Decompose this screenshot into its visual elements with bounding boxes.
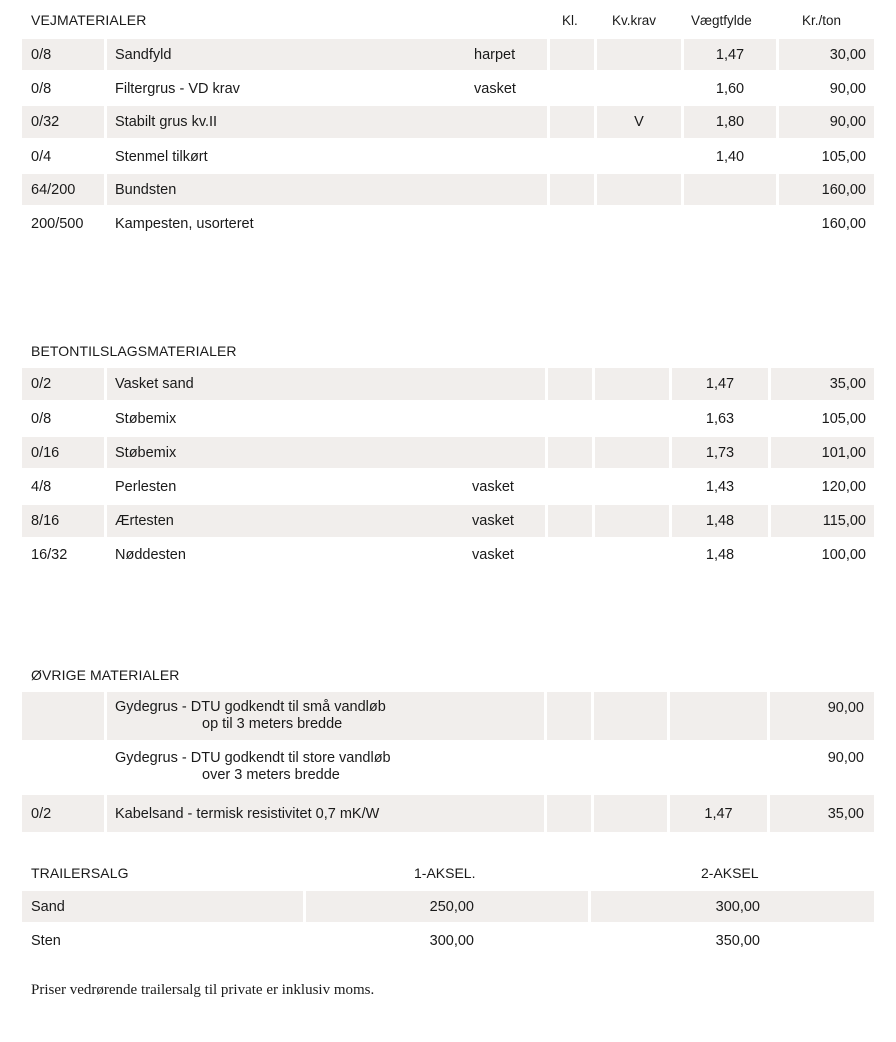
name-cell: Sandfyld [107,39,547,70]
table-row [22,174,874,205]
kl-cell [548,505,592,537]
header-kv-krav: Kv.krav [612,13,657,28]
vf-cell: 1,47 [670,795,767,832]
kl-cell [548,368,592,400]
header-kl: Kl. [562,13,578,28]
size-cell: 64/200 [22,174,104,205]
name-cell: Perlesten [115,478,177,495]
ovrige-materialer-title: ØVRIGE MATERIALER [31,667,180,683]
kv-cell [595,437,669,468]
vf-cell: 1,60 [715,80,745,97]
price-cell: 160,00 [821,215,866,232]
vf-cell: 1,63 [705,410,735,427]
trailer-1-aksel-cell: 250,00 [306,891,588,922]
price-cell: 90,00 [770,692,874,740]
size-cell: 0/2 [22,368,104,400]
vf-cell: 1,73 [672,437,768,468]
name-cell: Støbemix [115,410,177,427]
price-cell: 35,00 [771,368,874,400]
note-cell: vasket [472,513,514,529]
trailer-name-cell: Sten [31,932,61,949]
kv-cell [595,368,669,400]
vf-cell [684,174,776,205]
price-cell: 105,00 [821,410,866,427]
table-row [22,505,874,537]
name-cell: Kampesten, usorteret [115,215,254,232]
table-row [22,891,874,922]
price-cell: 160,00 [779,174,874,205]
size-cell: 0/32 [22,106,104,138]
note-cell: vasket [474,80,516,97]
note-cell: vasket [472,546,514,563]
name-cell: Støbemix [107,437,545,468]
size-cell: 0/8 [31,410,52,427]
name-cell: Filtergrus - VD krav [115,80,240,97]
price-cell: 90,00 [827,750,864,766]
name-cell: Stabilt grus kv.II [107,106,547,138]
table-row [22,692,874,740]
size-cell: 200/500 [31,215,84,232]
table-row [22,539,874,570]
price-cell: 90,00 [829,80,866,97]
name-cell: Stenmel tilkørt [115,148,208,165]
table-row [22,403,874,434]
kv-cell [594,795,667,832]
kl-cell [550,39,594,70]
size-cell: 0/2 [22,795,104,832]
kv-cell [597,174,681,205]
kl-cell [550,174,594,205]
header-vaegtfylde: Vægtfylde [691,13,752,28]
kv-cell: V [597,106,681,138]
vf-cell [670,692,767,740]
size-cell: 16/32 [31,546,68,563]
vf-cell: 1,43 [705,478,735,495]
trailer-2-aksel-cell: 300,00 [591,891,874,922]
table-row [22,743,874,791]
table-row [22,795,874,832]
name-cell [107,743,544,791]
name-cell: Ærtesten [107,505,545,537]
size-cell: 8/16 [22,505,104,537]
note-cell: harpet [474,46,516,63]
name-line-2: op til 3 meters bredde [202,716,343,732]
price-cell: 35,00 [770,795,874,832]
kv-cell [594,692,667,740]
trailer-name-cell: Sand [22,891,303,922]
table-row [22,73,874,104]
table-row [22,106,874,138]
size-cell: 0/16 [22,437,104,468]
kl-cell [547,795,591,832]
vf-cell: 1,48 [705,546,735,563]
name-cell: Kabelsand - termisk resistivitet 0,7 mK/W [107,795,544,832]
size-cell: 0/8 [22,39,104,70]
vf-cell: 1,47 [672,368,768,400]
table-row [22,368,874,400]
trailersalg-title: TRAILERSALG [31,865,129,881]
size-cell: 0/4 [31,148,52,165]
table-row [22,437,874,468]
table-row [22,39,874,70]
vf-cell: 1,47 [684,39,776,70]
price-cell: 105,00 [821,148,866,165]
vf-cell: 1,48 [672,505,768,537]
name-line-1: Gydegrus - DTU godkendt til store vandløb [115,750,391,766]
price-cell: 90,00 [779,106,874,138]
kv-cell [595,505,669,537]
kl-cell [547,692,591,740]
header-kr-ton: Kr./ton [802,13,842,28]
name-line-1: Gydegrus - DTU godkendt til små vandløb [115,699,386,715]
name-cell: Vasket sand [107,368,545,400]
betontilslagsmaterialer-title: BETONTILSLAGSMATERIALER [31,343,237,359]
table-row [22,208,874,239]
name-cell [107,692,544,740]
name-cell: Bundsten [107,174,547,205]
trailer-price-note: Priser vedrørende trailersalg til private er inklusiv moms. [31,982,375,998]
table-row [22,925,874,956]
header-1-aksel: 1-AKSEL. [414,865,476,881]
header-2-aksel: 2-AKSEL [701,865,759,881]
size-cell: 4/8 [31,478,52,495]
trailer-2-aksel-cell: 350,00 [715,932,760,949]
note-cell: vasket [472,478,514,495]
vf-cell: 1,40 [715,148,745,165]
kl-cell [550,106,594,138]
name-cell: Nøddesten [115,546,186,563]
vf-cell: 1,80 [684,106,776,138]
name-line-2: over 3 meters bredde [202,767,340,783]
table-row [22,471,874,502]
size-cell: 0/8 [31,80,52,97]
size-cell [22,692,104,740]
price-cell: 115,00 [771,505,874,537]
kv-cell [597,39,681,70]
table-row [22,141,874,172]
kv-cell [597,73,681,104]
price-cell: 100,00 [821,546,866,563]
price-cell: 120,00 [821,478,866,495]
price-cell: 101,00 [771,437,874,468]
vejmaterialer-title: VEJMATERIALER [31,12,147,28]
kl-cell [548,437,592,468]
trailer-1-aksel-cell: 300,00 [429,932,474,949]
price-cell: 30,00 [779,39,874,70]
